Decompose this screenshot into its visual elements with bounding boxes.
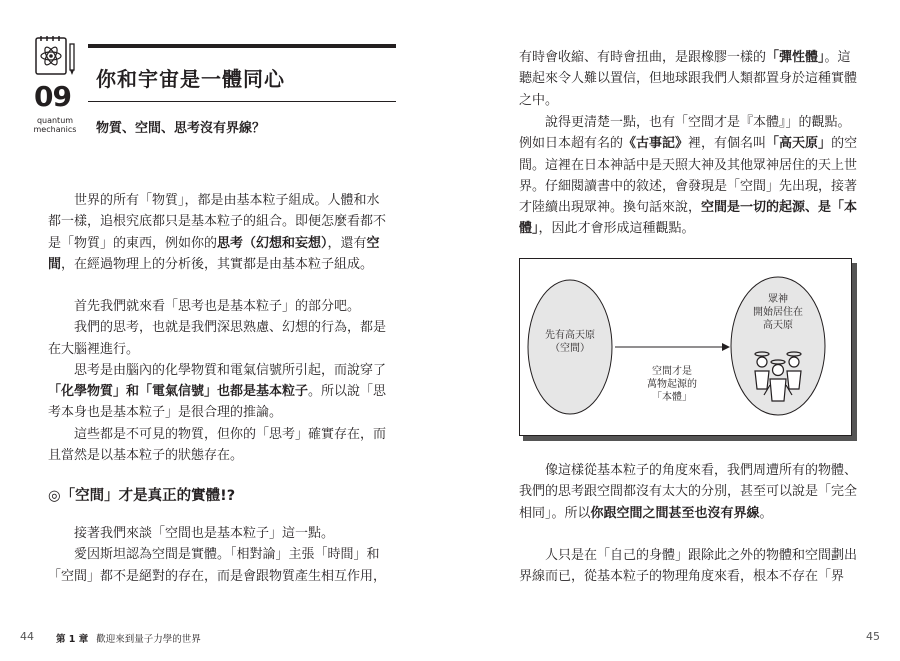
text-line: 首先我們就來看「思考也是基本粒子」的部分吧。 <box>74 299 361 314</box>
text-line <box>519 197 858 218</box>
title-divider <box>88 101 396 102</box>
plain-text: 有時會收縮、有時會扭曲，是跟橡膠一樣的 <box>519 50 767 65</box>
paragraph-thought <box>48 296 400 466</box>
text-line: 考本身也是基本粒子」是很合理的推論。 <box>48 405 283 421</box>
text-line: 且當然是以基本粒子的狀態存在。 <box>48 448 244 464</box>
text-line: 界。仔細閱讀書中的敘述，會發現是「空間」先出現，接著 <box>519 178 858 194</box>
text-line: 「空間」都不是絕對的存在，而是會跟物質產生相互作用， <box>48 568 387 584</box>
bold-text: 《古事記》 <box>623 136 689 152</box>
section-subtitle: 物質、空間、思考沒有界線？ <box>96 121 266 136</box>
text-line: 這些都是不可見的物質，但你的「思考」確實存在，而 <box>74 426 387 442</box>
paragraph-elastic <box>519 47 858 111</box>
text-line: 都一樣，追根究底都只是基本粒子的組合。即便怎麼看都不 <box>48 214 387 230</box>
text-line: 說得更清楚一點，也有「空間才是『本體』」的觀點。 <box>545 115 851 130</box>
right-oval-label: 眾神 開始居住在 高天原 <box>753 294 803 331</box>
text-line <box>519 133 858 154</box>
text-line: 聽起來令人難以置信，但地球跟我們人類都置身於這種實體 <box>519 71 858 87</box>
text-line: 之中。 <box>519 92 559 108</box>
paragraph-boundary <box>519 545 858 588</box>
bold-text: 間 <box>48 256 62 272</box>
text-line <box>519 503 852 524</box>
text-line <box>48 381 400 402</box>
plain-text: 。 <box>759 505 773 521</box>
text-line: 愛因斯坦認為空間是實體。「相對論」主張「時間」和 <box>74 547 380 563</box>
plain-text: 裡，有個名叫 <box>688 136 767 152</box>
plain-text: 例如日本超有名的 <box>519 136 624 152</box>
bold-text: 空間是一切的起源、是「本 <box>701 200 858 216</box>
text-line <box>519 218 852 239</box>
section-title: 你和宇宙是一體同心 <box>96 67 285 91</box>
text-line: 像這樣從基本粒子的角度來看，我們周遭所有的物體、 <box>545 463 858 478</box>
bold-text: 「化學物質」和「電氣信號」也都是基本粒子 <box>48 384 309 400</box>
arrow-head <box>722 343 730 351</box>
text-line <box>48 254 400 275</box>
running-footer: 第 1 章 歡迎來到量子力學的世界 <box>56 634 201 645</box>
text-line <box>48 233 400 254</box>
bold-text: 「彈性體」 <box>766 50 825 65</box>
paragraph-space <box>48 523 400 587</box>
text-line: 在大腦裡進行。 <box>48 341 140 357</box>
left-oval-label: 先有高天原 （空間） <box>545 330 595 354</box>
plain-text: 相同」。所以 <box>519 505 591 521</box>
subheading-space: ◎「空間」才是真正的實體!? <box>48 488 236 504</box>
atom-notebook-icon <box>33 34 77 78</box>
bold-text: 思考（幻想和妄想） <box>217 235 328 251</box>
chapter-tag: quantum mechanics <box>33 116 77 134</box>
text-line: 界線而已，從基本粒子的物理角度來看，根本不存在「界 <box>519 569 845 585</box>
plain-text: 才陸續出現眾神。換句話來說， <box>519 200 702 216</box>
plain-text: 的空 <box>831 136 858 152</box>
bold-text: 「高天原」 <box>766 136 832 152</box>
bold-text: 你跟空間之間甚至也沒有界線 <box>590 505 760 521</box>
paragraph-kojiki <box>519 112 858 240</box>
title-top-rule <box>88 44 396 48</box>
plain-text: ，因此才會形成這種觀點。 <box>538 221 695 237</box>
arrow-label: 空間才是 萬物起源的 「本體」 <box>647 366 697 403</box>
text-line <box>519 47 852 68</box>
plain-text: ，在經過物理上的分析後，其實都是由基本粒子組成。 <box>61 256 374 272</box>
text-line: 我們的思考，也就是我們深思熟慮、幻想的行為，都是 <box>74 320 387 336</box>
chapter-number: 09 <box>34 80 71 113</box>
page-number-right: 45 <box>866 630 880 643</box>
page-number-left: 44 <box>20 630 34 643</box>
text-line: 思考是由腦內的化學物質和電氣信號所引起，而說穿了 <box>74 362 387 378</box>
plain-text: ，還有 <box>327 235 367 251</box>
text-line: 我們的思考跟空間都沒有太大的分別，甚至可以說是「完全 <box>519 484 858 500</box>
plain-text: 。所以說「思 <box>308 384 387 400</box>
text-line: 人只是在「自己的身體」跟除此之外的物體和空間劃出 <box>545 548 858 563</box>
bold-text: 空 <box>366 235 380 251</box>
plain-text: 是「物質」的東西，例如你的 <box>48 235 218 251</box>
right-page <box>450 0 900 661</box>
takamagahara-diagram <box>519 258 852 436</box>
plain-text: 。這 <box>824 50 851 65</box>
bold-text: 體」 <box>519 221 539 237</box>
text-line: 間。這裡在日本神話中是天照大神及其他眾神居住的天上世 <box>519 157 858 173</box>
text-line: 世界的所有「物質」，都是由基本粒子組成。人體和水 <box>74 193 380 208</box>
paragraph-same <box>519 460 858 524</box>
text-line: 接著我們來談「空間也是基本粒子」這一點。 <box>74 526 335 541</box>
paragraph-matter <box>48 190 400 275</box>
